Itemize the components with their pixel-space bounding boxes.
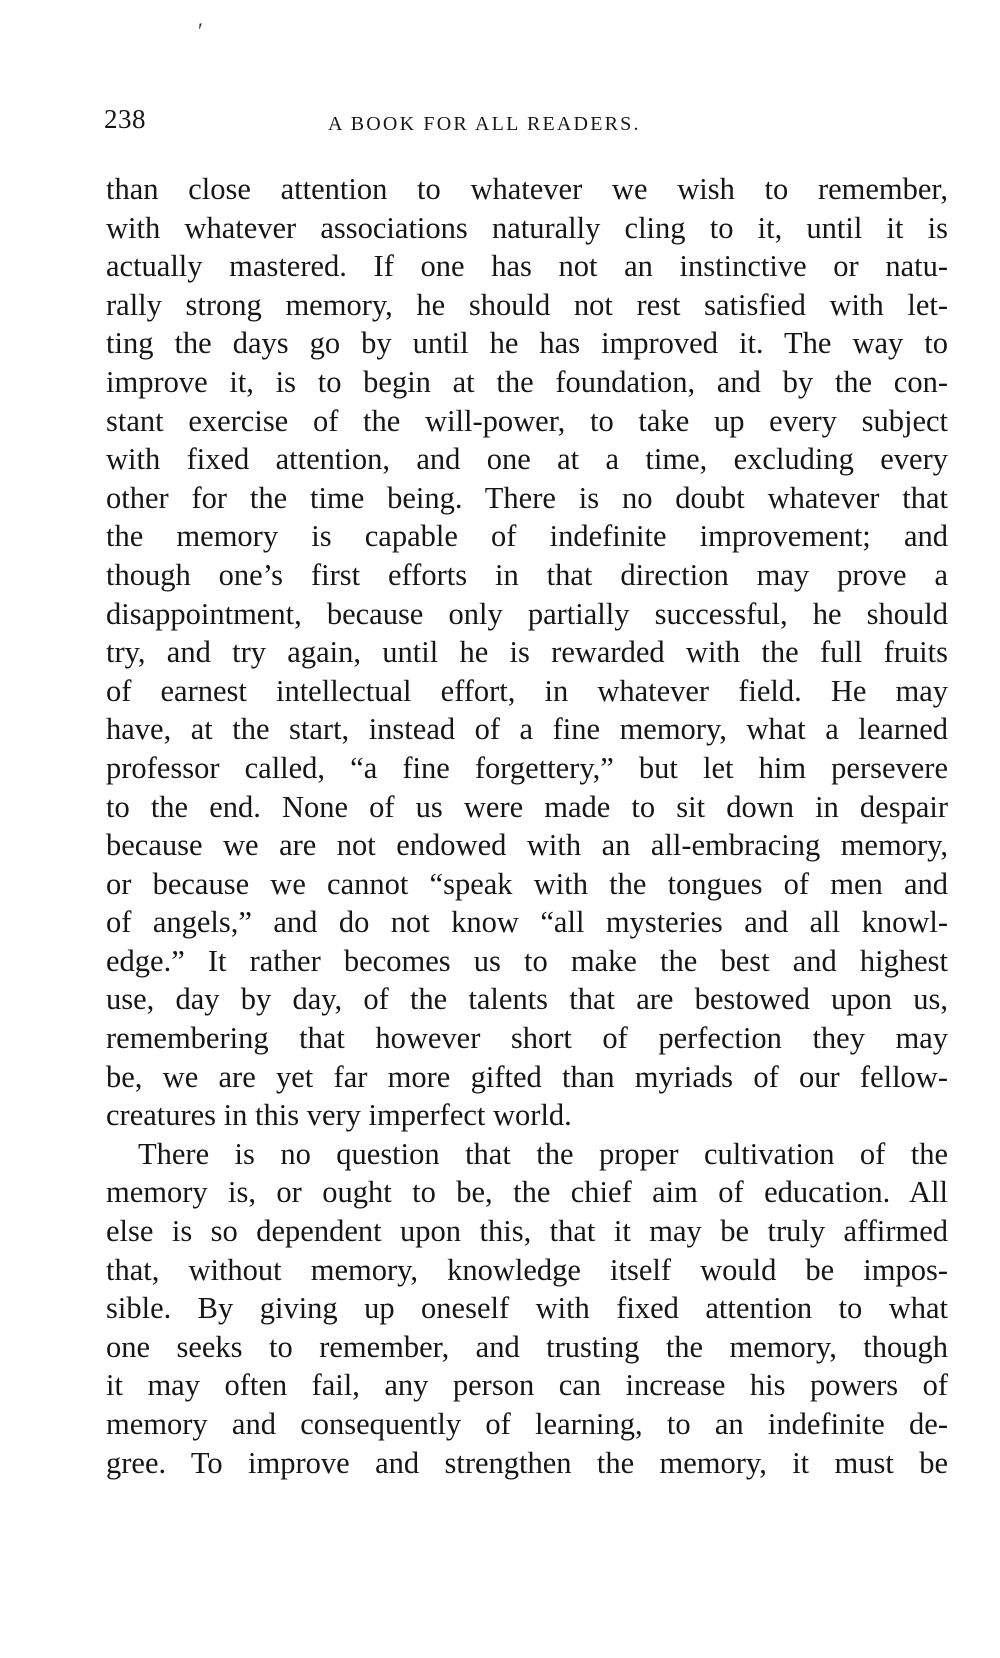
- text-line: with whatever associations naturally cling to it, until it is: [106, 210, 948, 245]
- text-line: of earnest intellectual effort, in whatever field. He may: [106, 673, 948, 708]
- text-line: creatures in this very imperfect world.: [106, 1098, 572, 1133]
- text-line: or because we cannot “speak with the tongues of men and: [106, 866, 948, 901]
- text-line: disappointment, because only partially successful, he should: [106, 596, 948, 631]
- text-line: than close attention to whatever we wish to remember,: [106, 172, 948, 206]
- text-line: the memory is capable of indefinite improvement; and: [106, 519, 948, 554]
- text-line: that, without memory, knowledge itself would be impos-: [106, 1252, 948, 1287]
- text-line: professor called, “a fine forgettery,” but let him persevere: [106, 750, 948, 785]
- text-line: sible. By giving up oneself with fixed attention to what: [106, 1291, 948, 1326]
- text-line: improve it, is to begin at the foundation, and by the con-: [106, 364, 948, 399]
- paragraph-2: [106, 1135, 948, 1482]
- page-number: 238: [104, 104, 146, 134]
- text-line: try, and try again, until he is rewarded with the full fruits: [106, 635, 948, 670]
- text-line: edge.” It rather becomes us to make the best and highest: [106, 943, 948, 978]
- text-line: one seeks to remember, and trusting the memory, though: [106, 1329, 948, 1364]
- text-line: to the end. None of us were made to sit down in despair: [106, 789, 948, 824]
- text-line: because we are not endowed with an all-embracing memory,: [106, 828, 948, 863]
- text-line: remembering that however short of perfection they may: [106, 1021, 948, 1056]
- running-head: [104, 104, 944, 144]
- text-line: it may often fail, any person can increase his powers of: [106, 1368, 948, 1403]
- running-title: A BOOK FOR ALL READERS.: [328, 113, 641, 135]
- text-line: memory is, or ought to be, the chief aim of education. All: [106, 1175, 948, 1210]
- text-line: use, day by day, of the talents that are bestowed upon us,: [106, 982, 948, 1017]
- text-line: ting the days go by until he has improved it. The way to: [106, 326, 948, 361]
- body-text: [106, 170, 948, 1482]
- text-line: though one’s first efforts in that direction may prove a: [106, 557, 948, 592]
- text-line: rally strong memory, he should not rest satisfied with let-: [106, 287, 948, 322]
- stray-ink-mark: ′: [198, 18, 203, 43]
- text-line: There is no question that the proper cultivation of the: [138, 1136, 948, 1171]
- text-line: have, at the start, instead of a fine memory, what a learned: [106, 712, 948, 747]
- text-line: else is so dependent upon this, that it may be truly affirmed: [106, 1214, 948, 1249]
- text-line: of angels,” and do not know “all mysteries and all knowl-: [106, 905, 948, 940]
- text-line: memory and consequently of learning, to an indefinite de-: [106, 1407, 948, 1441]
- text-line: stant exercise of the will-power, to take up every subject: [106, 403, 948, 438]
- paragraph-1: [106, 170, 948, 1135]
- text-line: gree. To improve and strengthen the memory, it must be: [106, 1445, 948, 1480]
- text-line: with fixed attention, and one at a time, excluding every: [106, 442, 948, 477]
- text-line: other for the time being. There is no doubt whatever that: [106, 480, 948, 515]
- text-line: actually mastered. If one has not an instinctive or natu-: [106, 249, 948, 284]
- text-line: be, we are yet far more gifted than myriads of our fellow-: [106, 1059, 948, 1094]
